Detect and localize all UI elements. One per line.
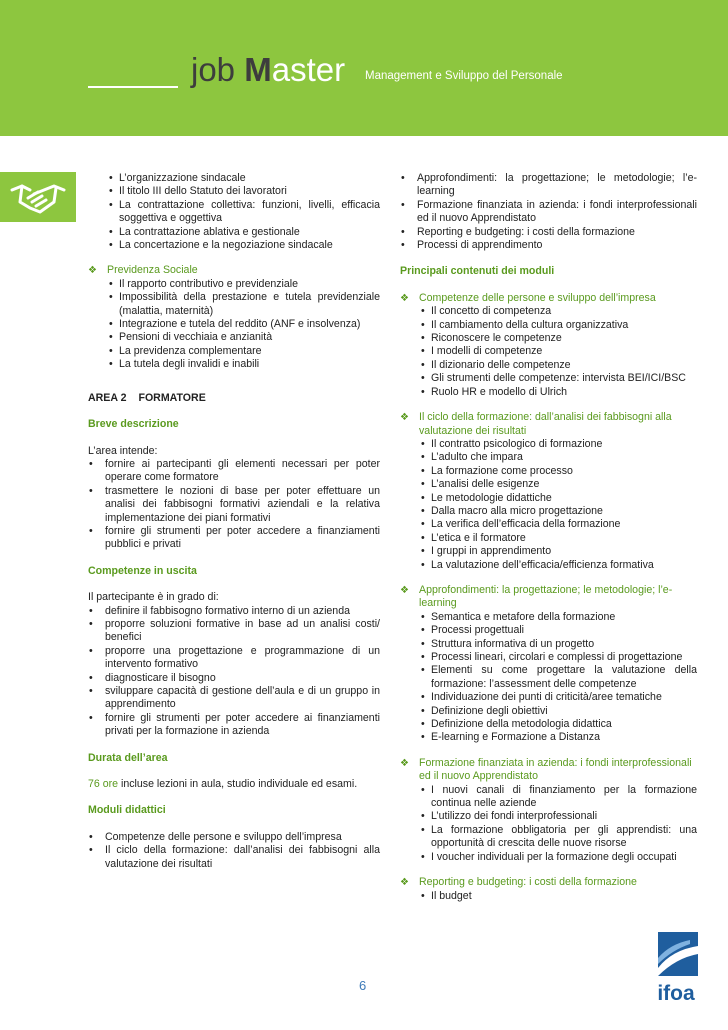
- right-column: [400, 172, 697, 903]
- durata-text: [88, 778, 380, 791]
- list-item: • Impossibilità della prestazione e tutela previdenziale (malattia, maternità): [88, 291, 380, 318]
- module-items: [400, 611, 697, 745]
- list-item: • fornire gli strumenti per poter accedere a finanziamenti pubblici e privati: [88, 525, 380, 552]
- module-title: ❖ Competenze delle persone e sviluppo dell’impresa: [400, 292, 697, 305]
- list-item: • definire il fabbisogno formativo interno di un azienda: [88, 605, 380, 618]
- competenze-heading: Competenze in uscita: [88, 564, 197, 577]
- list-item: • L’utilizzo dei fondi interprofessionali: [400, 810, 697, 823]
- module-block: [400, 757, 697, 864]
- list-item: • Approfondimenti: la progettazione; le metodologie; l’e-learning: [400, 172, 697, 199]
- contenuti-heading: Principali contenuti dei moduli: [400, 265, 555, 278]
- list-item: • Il rapporto contributivo e previdenziale: [88, 278, 380, 291]
- list-item: • fornire ai partecipanti gli elementi necessari per poter operare come formatore: [88, 458, 380, 485]
- competenze-list: [88, 605, 380, 739]
- module-block: [400, 411, 697, 572]
- list-item: • Il titolo III dello Statuto dei lavoratori: [88, 185, 380, 198]
- list-item: • Le metodologie didattiche: [400, 492, 697, 505]
- list-item: • Competenze delle persone e sviluppo dell’impresa: [88, 831, 380, 844]
- list-item: • Semantica e metafore della formazione: [400, 611, 697, 624]
- list-item: • Riconoscere le competenze: [400, 332, 697, 345]
- left-column: [88, 172, 380, 871]
- handshake-badge: [0, 172, 76, 222]
- list-item: • Processi lineari, circolari e complessi di progettazione: [400, 651, 697, 664]
- brand-title: [191, 50, 345, 90]
- list-item: • Struttura informativa di un progetto: [400, 638, 697, 651]
- area-heading: [88, 392, 380, 405]
- list-item: • proporre una progettazione e programmazione di un intervento formativo: [88, 645, 380, 672]
- list-item: • Il contratto psicologico di formazione: [400, 438, 697, 451]
- module-items: [400, 438, 697, 572]
- list-item: • sviluppare capacità di gestione dell’aula e di un gruppo in apprendimento: [88, 685, 380, 712]
- list-item: • Pensioni di vecchiaia e anzianità: [88, 331, 380, 344]
- breve-list: [88, 458, 380, 552]
- list-item: • Il ciclo della formazione: dall’analisi dei fabbisogni alla valutazione dei risultati: [88, 844, 380, 871]
- module-title: ❖ Approfondimenti: la progettazione; le metodologie; l’e-learning: [400, 584, 697, 611]
- handshake-icon: [10, 178, 66, 216]
- module-title: ❖ Reporting e budgeting: i costi della formazione: [400, 876, 697, 889]
- module-items: [400, 890, 697, 903]
- durata-heading: Durata dell’area: [88, 751, 168, 764]
- module-block: [400, 292, 697, 399]
- module-block: [400, 584, 697, 745]
- list-item: • Il budget: [400, 890, 697, 903]
- list-item: • fornire gli strumenti per poter accedere ai finanziamenti privati per la formazione in azienda: [88, 712, 380, 739]
- list-item: • La concertazione e la negoziazione sindacale: [88, 239, 380, 252]
- moduli-heading: Moduli didattici: [88, 804, 166, 817]
- ifoa-logo: [650, 932, 702, 1006]
- durata-rest: incluse lezioni in aula, studio individuale ed esami.: [118, 778, 358, 791]
- brand-tagline: Management e Sviluppo del Personale: [365, 70, 563, 82]
- list-item: • L’adulto che impara: [400, 451, 697, 464]
- module-title: ❖ Il ciclo della formazione: dall’analisi dei fabbisogni alla valutazione dei risultati: [400, 411, 697, 438]
- durata-hours: 76 ore: [88, 778, 119, 791]
- list-item: • Definizione degli obiettivi: [400, 705, 697, 718]
- list-item: • L’etica e il formatore: [400, 532, 697, 545]
- list-item: • La tutela degli invalidi e inabili: [88, 358, 380, 371]
- list-item: • trasmettere le nozioni di base per poter effettuare un analisi dei fabbisogni formativi aziendali e la relativa implementazione dei piani formativi: [88, 485, 380, 525]
- breve-intro: L’area intende:: [88, 444, 158, 457]
- list-item: • La contrattazione ablativa e gestionale: [88, 226, 380, 239]
- list-item: • La formazione obbligatoria per gli apprendisti: una opportunità di crescita delle nuove risorse: [400, 824, 697, 851]
- list-item: • diagnosticare il bisogno: [88, 672, 380, 685]
- list-item: • Integrazione e tutela del reddito (ANF e insolvenza): [88, 318, 380, 331]
- list-item: • Elementi su come progettare la valutazione della formazione: l’assessment delle competenze: [400, 664, 697, 691]
- left-top-list: [88, 172, 380, 252]
- area-label: AREA 2: [88, 391, 127, 404]
- list-item: • L’analisi delle esigenze: [400, 478, 697, 491]
- page-number: 6: [359, 978, 367, 993]
- module-items: [400, 784, 697, 864]
- list-item: • I voucher individuali per la formazione degli occupati: [400, 851, 697, 864]
- list-item: • proporre soluzioni formative in base ad un analisi costi/ benefici: [88, 618, 380, 645]
- list-item: • Reporting e budgeting: i costi della formazione: [400, 226, 697, 239]
- list-item: • Il dizionario delle competenze: [400, 359, 697, 372]
- module-block: [400, 876, 697, 903]
- list-item: • I nuovi canali di finanziamento per la formazione continua nelle aziende: [400, 784, 697, 811]
- brand-aster: aster: [271, 51, 346, 88]
- module-title: ❖ Formazione finanziata in azienda: i fondi interprofessionali ed il nuovo Apprendistato: [400, 757, 697, 784]
- list-item: • Definizione della metodologia didattica: [400, 718, 697, 731]
- moduli-list: [88, 831, 380, 871]
- previdenza-list: [88, 278, 380, 372]
- competenze-intro: Il partecipante è in grado di:: [88, 591, 219, 604]
- brand-m: M: [244, 51, 272, 88]
- list-item: • Processi di apprendimento: [400, 239, 697, 252]
- list-item: • Il concetto di competenza: [400, 305, 697, 318]
- right-top-list: [400, 172, 697, 252]
- breve-heading: Breve descrizione: [88, 418, 179, 431]
- module-contents: [400, 292, 697, 903]
- header-banner: [0, 0, 728, 136]
- list-item: • I modelli di competenze: [400, 345, 697, 358]
- list-item: • Processi progettuali: [400, 624, 697, 637]
- list-item: • Formazione finanziata in azienda: i fondi interprofessionali ed il nuovo Apprendistato: [400, 199, 697, 226]
- list-item: • Gli strumenti delle competenze: intervista BEI/ICI/BSC: [400, 372, 697, 385]
- list-item: • Ruolo HR e modello di Ulrich: [400, 386, 697, 399]
- list-item: • I gruppi in apprendimento: [400, 545, 697, 558]
- list-item: • Il cambiamento della cultura organizzativa: [400, 319, 697, 332]
- list-item: • Individuazione dei punti di criticità/aree tematiche: [400, 691, 697, 704]
- area-name: FORMATORE: [138, 391, 206, 404]
- list-item: • Dalla macro alla micro progettazione: [400, 505, 697, 518]
- list-item: • L’organizzazione sindacale: [88, 172, 380, 185]
- list-item: • E-learning e Formazione a Distanza: [400, 731, 697, 744]
- logo-text: ifoa: [657, 982, 695, 1005]
- module-items: [400, 305, 697, 399]
- list-item: • La verifica dell’efficacia della formazione: [400, 518, 697, 531]
- header-rule: [88, 86, 178, 88]
- list-item: • La previdenza complementare: [88, 345, 380, 358]
- brand-job: job: [191, 51, 245, 88]
- list-item: • La valutazione dell’efficacia/efficienza formativa: [400, 559, 697, 572]
- list-item: • La contrattazione collettiva: funzioni, livelli, efficacia soggettiva e oggettiva: [88, 199, 380, 226]
- list-item: • La formazione come processo: [400, 465, 697, 478]
- previdenza-heading: ❖ Previdenza Sociale: [88, 264, 380, 277]
